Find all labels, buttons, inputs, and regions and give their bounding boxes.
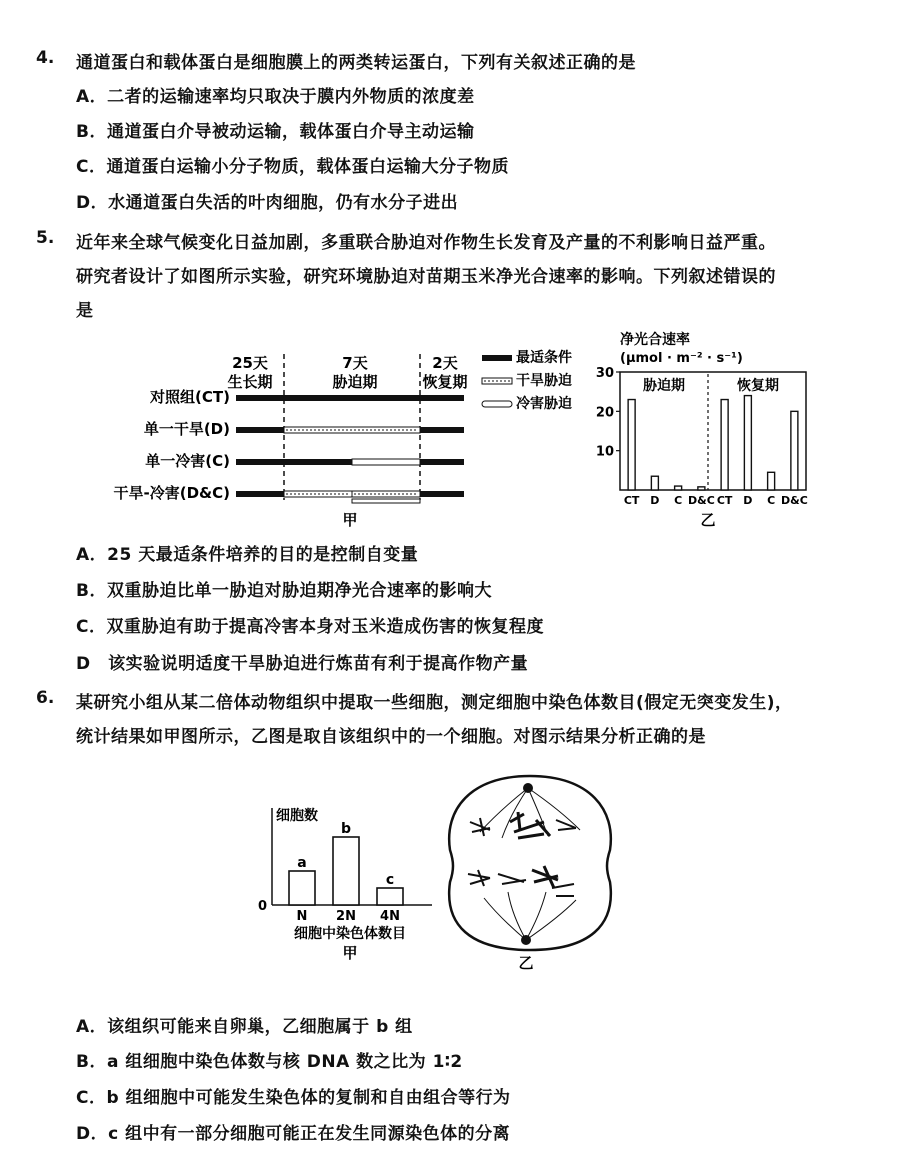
period-stress-days: 7天 bbox=[342, 354, 368, 372]
y-tick-label-0: 30 bbox=[595, 366, 614, 381]
lower-chromosomes bbox=[468, 866, 574, 896]
figure-5-yi-caption: 乙 bbox=[700, 511, 716, 529]
dividing-cell-outline bbox=[449, 776, 611, 950]
question-5-stem-line-2: 研究者设计了如图所示实验，研究环境胁迫对苗期玉米净光合速率的影响。下列叙述错误的 bbox=[76, 267, 776, 287]
legend-optimal-label: 最适条件 bbox=[516, 350, 572, 366]
question-5-option-d: D 该实验说明适度干旱胁迫进行炼苗有利于提高作物产量 bbox=[76, 654, 529, 674]
row-label-ct: 对照组(CT) bbox=[150, 388, 230, 406]
period-growth-days: 25天 bbox=[232, 354, 268, 372]
question-5-option-a: A．25 天最适条件培养的目的是控制自变量 bbox=[76, 545, 419, 565]
x-label-5: D bbox=[743, 494, 753, 507]
question-6-number: 6. bbox=[36, 688, 55, 708]
figure-5-yi-chart bbox=[590, 330, 830, 530]
question-5-option-b: B．双重胁迫比单一胁迫对胁迫期净光合速率的影响大 bbox=[76, 581, 492, 601]
x-label-2: C bbox=[674, 494, 683, 507]
bar-a bbox=[289, 871, 315, 905]
question-6-stem-line-2: 统计结果如甲图所示，乙图是取自该组织中的一个细胞。对图示结果分析正确的是 bbox=[76, 727, 706, 747]
row-label-d: 单一干旱(D) bbox=[143, 420, 230, 438]
question-6-option-b: B．a 组细胞中染色体数与核 DNA 数之比为 1∶2 bbox=[76, 1052, 463, 1072]
timeline-ct-optimal bbox=[236, 395, 464, 401]
x-tick-label-2: 4N bbox=[380, 909, 400, 924]
figure-6-jia-caption: 甲 bbox=[342, 944, 358, 962]
question-5-stem-line-1: 近年来全球气候变化日益加剧，多重联合胁迫对作物生长发育及产量的不利影响日益严重。 bbox=[76, 233, 776, 253]
bar-2 bbox=[675, 486, 682, 490]
y-tick-label-1: 20 bbox=[595, 405, 614, 421]
bar-7 bbox=[791, 411, 798, 490]
group-label-stress: 胁迫期 bbox=[643, 378, 685, 394]
figure-6-jia-chart bbox=[250, 790, 440, 970]
legend-cold-label: 冷害胁迫 bbox=[516, 396, 572, 412]
y-tick-label-2: 10 bbox=[595, 444, 614, 460]
question-6-option-c: C．b 组细胞中可能发生染色体的复制和自由组合等行为 bbox=[76, 1088, 511, 1108]
question-4-stem: 通道蛋白和载体蛋白是细胞膜上的两类转运蛋白，下列有关叙述正确的是 bbox=[76, 53, 636, 73]
x-label-6: C bbox=[767, 494, 776, 507]
question-4-option-d: D．水通道蛋白失活的叶肉细胞，仍有水分子进出 bbox=[76, 193, 459, 213]
question-4-option-c: C．通道蛋白运输小分子物质，载体蛋白运输大分子物质 bbox=[76, 157, 509, 177]
x-tick-label-1: 2N bbox=[336, 909, 356, 924]
x-tick-label-0: N bbox=[296, 909, 308, 924]
row-label-c: 单一冷害(C) bbox=[145, 452, 230, 470]
question-6-stem-line-1: 某研究小组从某二倍体动物组织中提取一些细胞，测定细胞中染色体数目(假定无突变发生)， bbox=[76, 693, 793, 713]
timeline-d-optimal-1 bbox=[236, 427, 284, 433]
timeline-c-optimal-2 bbox=[420, 459, 464, 465]
period-recovery-name: 恢复期 bbox=[422, 373, 468, 391]
question-5-stem-line-3: 是 bbox=[76, 301, 94, 321]
figure-5-jia bbox=[100, 340, 590, 530]
figure-6-yi-caption: 乙 bbox=[518, 954, 534, 970]
x-label-3: D&C bbox=[687, 494, 715, 507]
bar-5 bbox=[744, 396, 751, 490]
legend-drought-label: 干旱胁迫 bbox=[516, 373, 572, 389]
x-label-7: D&C bbox=[780, 494, 808, 507]
row-label-dc: 干旱-冷害(D&C) bbox=[113, 484, 230, 502]
x-label-4: CT bbox=[716, 494, 733, 507]
question-5-option-c: C．双重胁迫有助于提高冷害本身对玉米造成伤害的恢复程度 bbox=[76, 617, 544, 637]
question-4-option-a: A．二者的运输速率均只取决于膜内外物质的浓度差 bbox=[76, 87, 475, 107]
timeline-dc-optimal-1 bbox=[236, 491, 284, 497]
bar-3 bbox=[698, 487, 705, 490]
bar-0 bbox=[628, 400, 635, 490]
question-4-number: 4. bbox=[36, 48, 55, 68]
timeline-dc-optimal-2 bbox=[420, 491, 464, 497]
bar-label-b: b bbox=[340, 821, 352, 837]
timeline-c-optimal-1 bbox=[236, 459, 352, 465]
bar-1 bbox=[651, 476, 658, 490]
period-recovery-days: 2天 bbox=[432, 354, 458, 372]
legend-cold-swatch bbox=[482, 401, 512, 407]
figure-6-yi bbox=[440, 770, 620, 970]
timeline-dc-cold bbox=[352, 499, 420, 503]
bar-label-a: a bbox=[297, 855, 307, 871]
question-6-option-d: D．c 组中有一部分细胞可能正在发生同源染色体的分离 bbox=[76, 1124, 511, 1144]
x-label-0: CT bbox=[623, 494, 640, 507]
question-5-number: 5. bbox=[36, 228, 55, 248]
group-label-recovery: 恢复期 bbox=[737, 378, 779, 394]
y-axis-label-line-1: 净光合速率 bbox=[620, 332, 690, 348]
bar-4 bbox=[721, 400, 728, 490]
x-axis-label: 细胞中染色体数目 bbox=[294, 926, 406, 942]
bar-c bbox=[377, 888, 403, 905]
timeline-c-cold bbox=[352, 459, 420, 465]
period-growth-name: 生长期 bbox=[227, 373, 273, 391]
legend-optimal-swatch bbox=[482, 355, 512, 361]
question-4-option-b: B．通道蛋白介导被动运输，载体蛋白介导主动运输 bbox=[76, 122, 475, 142]
figure-5-jia-caption: 甲 bbox=[342, 511, 358, 529]
bar-b bbox=[333, 837, 359, 905]
origin-label: 0 bbox=[258, 899, 268, 914]
question-6-option-a: A．该组织可能来自卵巢，乙细胞属于 b 组 bbox=[76, 1017, 413, 1037]
bar-label-c: c bbox=[385, 872, 395, 888]
bar-6 bbox=[768, 472, 775, 490]
timeline-d-optimal-2 bbox=[420, 427, 464, 433]
x-label-1: D bbox=[650, 494, 660, 507]
period-stress-name: 胁迫期 bbox=[332, 373, 378, 391]
y-axis-label: 细胞数 bbox=[276, 808, 318, 824]
y-axis-label-line-2: (μmol · m⁻² · s⁻¹) bbox=[620, 351, 743, 366]
